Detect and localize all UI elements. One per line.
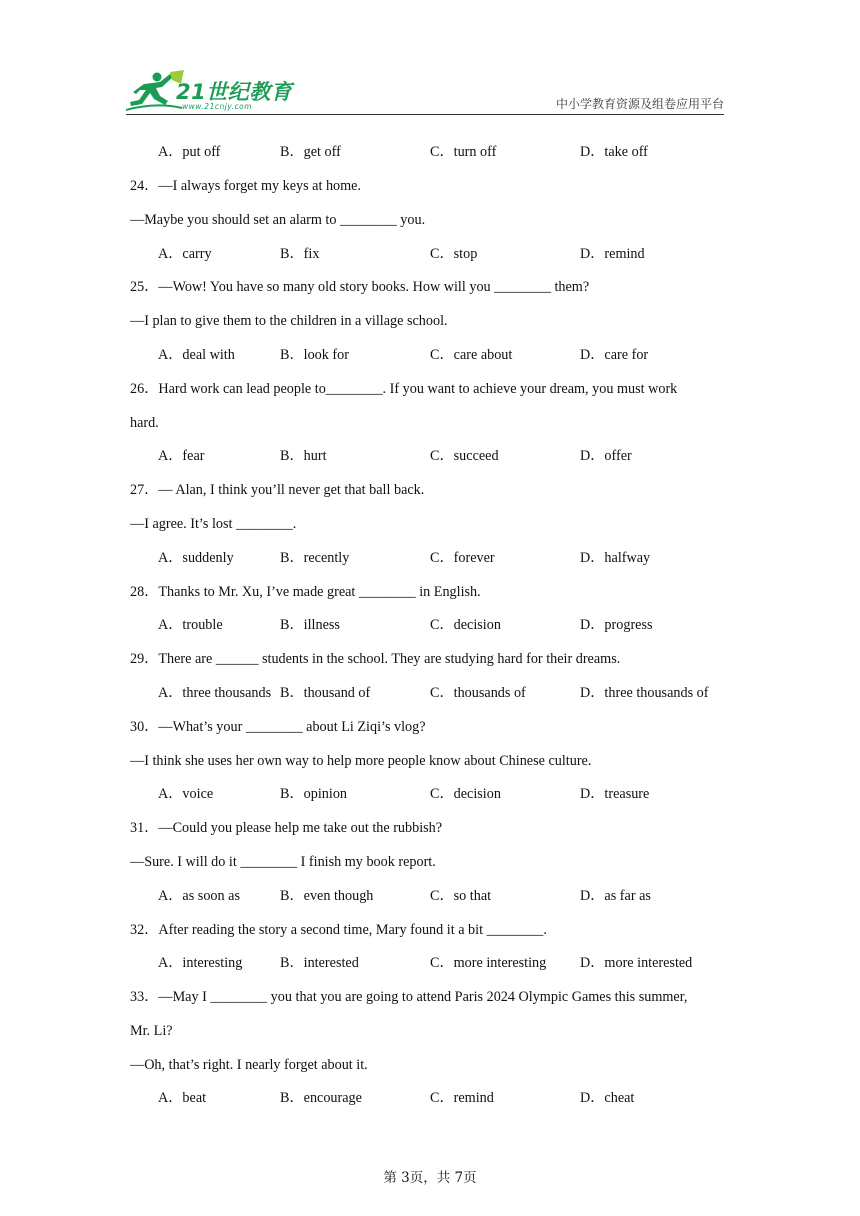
answer-option-b: B．illness xyxy=(280,617,340,633)
question-line: 24．—I always forget my keys at home. xyxy=(130,178,362,194)
answer-option-c: C．decision xyxy=(430,617,501,633)
answer-option-b: B．even though xyxy=(280,888,374,904)
answer-option-d: D．cheat xyxy=(580,1090,635,1106)
answer-option-d: D．progress xyxy=(580,617,653,633)
site-logo xyxy=(126,68,296,114)
answer-option-a: A．trouble xyxy=(158,617,223,633)
logo-url: www.21cnjy.com xyxy=(182,102,253,111)
answer-option-d: D．offer xyxy=(580,448,632,464)
question-line: 31．—Could you please help me take out the rubbish? xyxy=(130,820,443,836)
question-line: 26．Hard work can lead people to________. If you want to achieve your dream, you must work xyxy=(130,381,678,397)
answer-option-c: C．remind xyxy=(430,1090,494,1106)
question-line: 27．— Alan, I think you’ll never get that ball back. xyxy=(130,482,425,498)
answer-option-d: D．as far as xyxy=(580,888,651,904)
question-line: 25．—Wow! You have so many old story books. How will you ________ them? xyxy=(130,279,590,295)
answer-option-a: A．interesting xyxy=(158,955,243,971)
question-line: 28．Thanks to Mr. Xu, I’ve made great ________ in English. xyxy=(130,584,481,600)
answer-option-c: C．care about xyxy=(430,347,513,363)
answer-option-a: A．suddenly xyxy=(158,550,234,566)
answer-option-c: C．turn off xyxy=(430,144,497,160)
answer-option-b: B．thousand of xyxy=(280,685,371,701)
question-line: 30．—What’s your ________ about Li Ziqi’s vlog? xyxy=(130,719,426,735)
question-line: —Maybe you should set an alarm to ________ you. xyxy=(130,212,426,228)
answer-option-d: D．care for xyxy=(580,347,649,363)
question-line: 33．—May I ________ you that you are going to attend Paris 2024 Olympic Games this summer, xyxy=(130,989,688,1005)
answer-option-d: D．halfway xyxy=(580,550,651,566)
answer-option-a: A．as soon as xyxy=(158,888,240,904)
answer-option-b: B．recently xyxy=(280,550,350,566)
logo-wordmark: 21世纪教育 xyxy=(176,80,293,104)
question-line: 32．After reading the story a second time, Mary found it a bit ________. xyxy=(130,922,547,938)
answer-option-a: A．put off xyxy=(158,144,221,160)
answer-option-c: C．decision xyxy=(430,786,501,802)
question-line: hard. xyxy=(130,415,159,431)
question-line: —I plan to give them to the children in a village school. xyxy=(130,313,448,329)
page-header xyxy=(126,68,724,115)
answer-option-a: A．deal with xyxy=(158,347,235,363)
answer-option-b: B．get off xyxy=(280,144,341,160)
answer-option-d: D．more interested xyxy=(580,955,693,971)
question-line: —I think she uses her own way to help more people know about Chinese culture. xyxy=(130,753,592,769)
page-number: 第 3页，共 7页 xyxy=(383,1170,477,1186)
answer-option-b: B．interested xyxy=(280,955,359,971)
answer-option-b: B．encourage xyxy=(280,1090,362,1106)
platform-title: 中小学教育资源及组卷应用平台 xyxy=(555,97,724,111)
answer-option-b: B．look for xyxy=(280,347,349,363)
answer-option-a: A．carry xyxy=(158,246,212,262)
question-line: —Oh, that’s right. I nearly forget about it. xyxy=(130,1057,368,1073)
answer-option-c: C．forever xyxy=(430,550,495,566)
answer-option-c: C．more interesting xyxy=(430,955,547,971)
answer-option-c: C．so that xyxy=(430,888,492,904)
question-line: —Sure. I will do it ________ I finish my book report. xyxy=(130,854,436,870)
answer-option-a: A．fear xyxy=(158,448,205,464)
answer-option-c: C．thousands of xyxy=(430,685,526,701)
answer-option-c: C．succeed xyxy=(430,448,499,464)
question-line: 29．There are ______ students in the school. They are studying hard for their dreams. xyxy=(130,651,621,667)
answer-option-a: A．voice xyxy=(158,786,214,802)
answer-option-b: B．opinion xyxy=(280,786,348,802)
answer-option-a: A．three thousands xyxy=(158,685,272,701)
answer-option-d: D．take off xyxy=(580,144,648,160)
question-line: Mr. Li? xyxy=(130,1023,173,1039)
answer-option-c: C．stop xyxy=(430,246,478,262)
answer-option-a: A．beat xyxy=(158,1090,207,1106)
answer-option-b: B．fix xyxy=(280,246,320,262)
answer-option-d: D．remind xyxy=(580,246,645,262)
question-line: —I agree. It’s lost ________. xyxy=(130,516,297,532)
answer-option-b: B．hurt xyxy=(280,448,327,464)
answer-option-d: D．three thousands of xyxy=(580,685,709,701)
answer-option-d: D．treasure xyxy=(580,786,650,802)
